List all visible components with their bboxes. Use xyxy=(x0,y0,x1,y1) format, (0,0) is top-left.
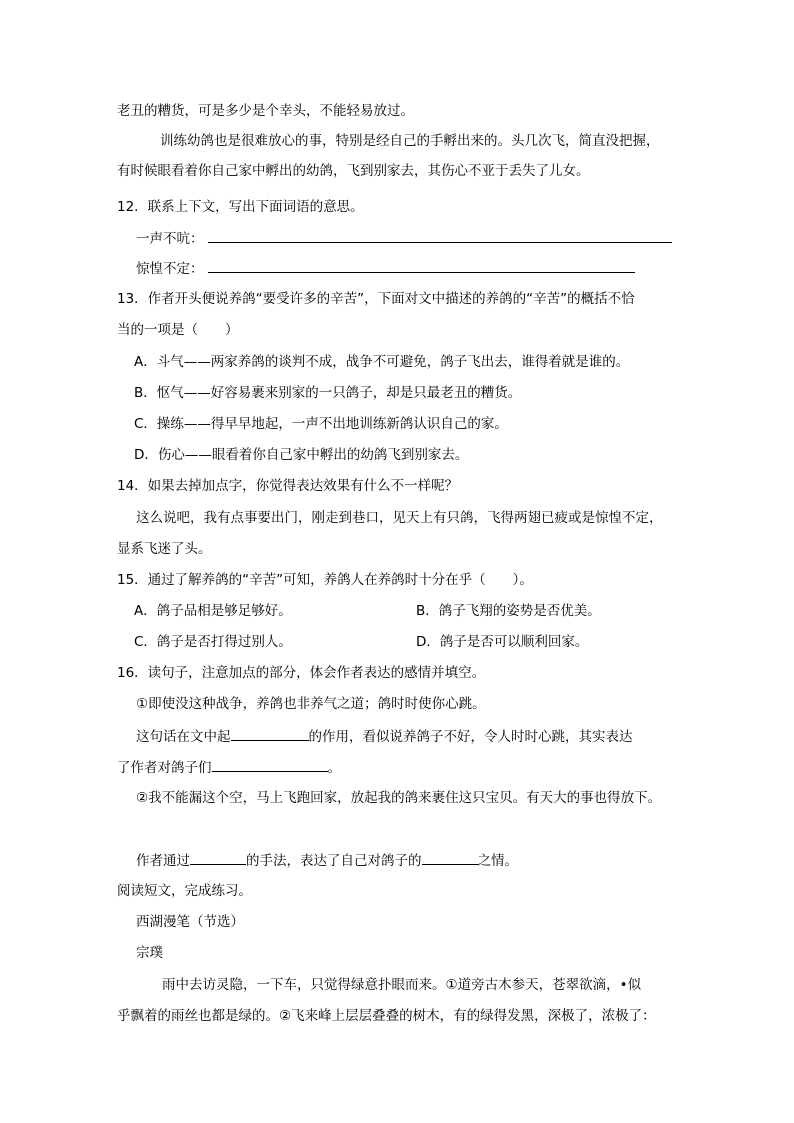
question-12-item-1 xyxy=(136,228,672,248)
question-15-option-a[interactable]: A．鸽子品相是够足够好。 xyxy=(134,603,292,619)
reading-paragraph-cont: 乎飘着的雨丝也都是绿的。②飞来峰上层层叠叠的树木，有的绿得发黑，深极了，浓极了： xyxy=(117,1008,656,1024)
question-14-quote: 这么说吧，我有点事要出门，刚走到巷口，见天上有只鸽，飞得两翅已疲或是惊惶不定， xyxy=(136,510,663,526)
question-15-option-d[interactable]: D．鸽子是否可以顺利回家。 xyxy=(416,634,589,650)
reading-author: 宗璞 xyxy=(136,945,163,961)
question-13-option-d[interactable]: D．伤心——眼看着你自己家中孵出的幼鸽飞到别家去。 xyxy=(134,447,469,463)
question-12-item-2 xyxy=(136,258,635,278)
question-13-option-c[interactable]: C．操练——得早早地起，一声不出地训练新鸽认识自己的家。 xyxy=(134,416,508,432)
question-16-title: 16．读句子，注意加点的部分，体会作者表达的感情并填空。 xyxy=(117,665,486,681)
question-15-option-b[interactable]: B．鸽子飞翔的姿势是否优美。 xyxy=(416,603,601,619)
fill-text: 。 xyxy=(327,760,341,776)
question-16-fill-2 xyxy=(136,850,518,870)
question-16-fill-1 xyxy=(136,726,633,746)
reading-instruction: 阅读短文，完成练习。 xyxy=(117,883,252,899)
answer-blank[interactable] xyxy=(231,726,309,741)
question-13-option-a[interactable]: A．斗气——两家养鸽的谈判不成，战争不可避免，鸽子飞出去，谁得着就是谁的。 xyxy=(134,354,630,370)
term-label: 一声不吭： xyxy=(136,231,204,247)
question-12-title: 12．联系上下文，写出下面词语的意思。 xyxy=(117,199,364,215)
reading-title: 西湖漫笔（节选） xyxy=(136,914,244,930)
paragraph-line: 老丑的糟货，可是多少是个幸头，不能轻易放过。 xyxy=(117,103,414,119)
question-15-option-c[interactable]: C．鸽子是否打得过别人。 xyxy=(134,634,292,650)
fill-text: 之情。 xyxy=(477,853,518,869)
fill-text: 的作用，看似说养鸽子不好，令人时时心跳，其实表达 xyxy=(308,729,633,745)
term-label: 惊惶不定： xyxy=(136,261,204,277)
paragraph-line: 有时候眼看着你自己家中孵出的幼鸽，飞到别家去，其伤心不亚于丢失了儿女。 xyxy=(117,163,590,179)
answer-blank[interactable] xyxy=(190,850,246,865)
fill-text: 这句话在文中起 xyxy=(136,729,231,745)
question-16-fill-1-cont xyxy=(117,757,341,777)
reading-paragraph: 雨中去访灵隐，一下车，只觉得绿意扑眼而来。①道旁古木参天，苍翠欲滴，•似 xyxy=(162,977,642,993)
question-14-quote-cont: 显系飞迷了头。 xyxy=(117,541,212,557)
paragraph-line: 训练幼鸽也是很难放心的事，特别是经自己的手孵出来的。头几次飞，简直没把握， xyxy=(160,133,660,149)
question-14-title: 14．如果去掉加点字，你觉得表达效果有什么不一样呢？ xyxy=(117,478,459,494)
question-13-title: 13．作者开头便说养鸽“要受许多的辛苦”，下面对文中描述的养鸽的“辛苦”的概括不恰 xyxy=(117,291,635,307)
fill-text: 作者通过 xyxy=(136,853,190,869)
question-15-title: 15．通过了解养鸽的“辛苦”可知，养鸽人在养鸽时十分在乎（ ）。 xyxy=(117,572,533,588)
answer-blank[interactable] xyxy=(212,757,328,772)
answer-blank[interactable] xyxy=(208,258,635,273)
answer-blank[interactable] xyxy=(208,228,672,243)
fill-text: 的手法，表达了自己对鸽子的 xyxy=(246,853,422,869)
answer-blank[interactable] xyxy=(422,850,478,865)
question-13-title-cont: 当的一项是（ ） xyxy=(117,322,239,338)
question-13-option-b[interactable]: B．怄气——好容易裹来别家的一只鸽子，却是只最老丑的糟货。 xyxy=(134,385,522,401)
question-16-sentence-1: ①即使没这种战争，养鸽也非养气之道；鸽时时使你心跳。 xyxy=(136,696,486,712)
question-16-sentence-2: ②我不能漏这个空，马上飞跑回家，放起我的鸽来裹住这只宝贝。有天大的事也得放下。 xyxy=(136,790,662,806)
fill-text: 了作者对鸽子们 xyxy=(117,760,212,776)
